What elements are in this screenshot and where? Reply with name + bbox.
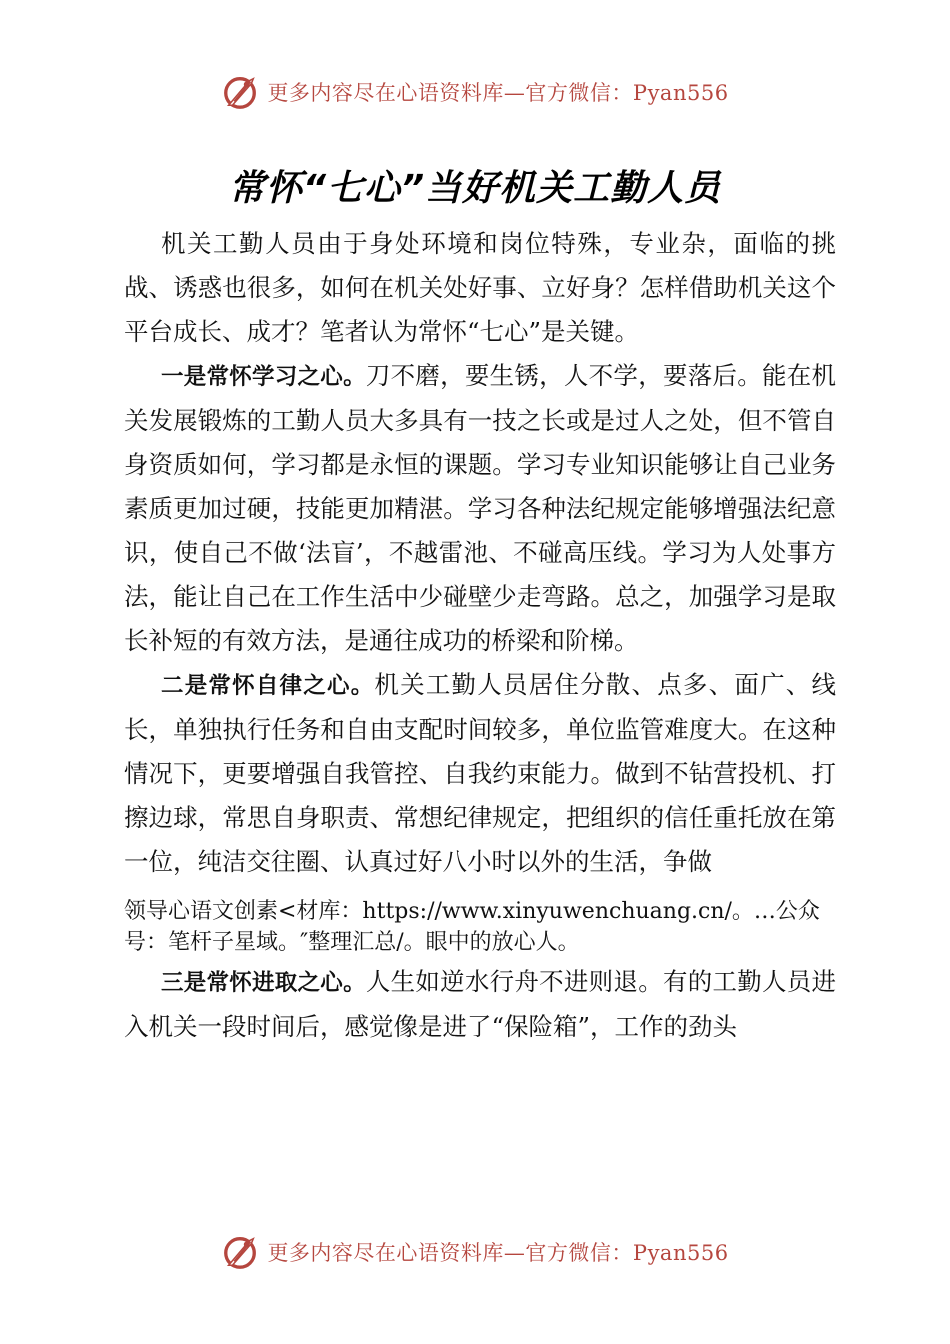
banner-text: 更多内容尽在心语资料库—官方微信：Pyan556 — [267, 81, 729, 105]
footer-banner — [0, 1232, 950, 1272]
section-lead-1: 一是常怀学习之心。 — [161, 364, 366, 390]
source-note: 领导心语文创素<材库：https://www.xinyuwenchuang.cn/。…公众号：笔杆子星域。″整理汇总/。眼中的放心人。 — [124, 899, 820, 955]
section-lead-2: 二是常怀自律之心。 — [161, 673, 375, 699]
intro-paragraph: 机关工勤人员由于身处环境和岗位特殊，专业杂，面临的挑战、诱惑也很多，如何在机关处好事、立好身？怎样借助机关这个平台成长、成才？笔者认为常怀“七心”是关键。 — [124, 229, 836, 346]
section-paragraph-3 — [124, 960, 836, 1049]
section-paragraph-2 — [124, 663, 836, 884]
header-banner — [0, 72, 950, 112]
document-body-continued — [124, 960, 836, 1049]
document-title: 常怀“七心”当好机关工勤人员 — [228, 168, 722, 209]
section-lead-3: 三是常怀进取之心。 — [161, 970, 366, 996]
quill-pen-circle-icon — [221, 73, 259, 111]
document-body — [124, 222, 836, 884]
section-paragraph-1 — [124, 354, 836, 663]
section-text-3: 人生如逆水行舟不进则退。有的工勤人员进入机关一段时间后，感觉像是进了“保险箱”，工作的劲头 — [124, 967, 836, 1041]
section-text-1: 刀不磨，要生锈，人不学，要落后。能在机关发展锻炼的工勤人员大多具有一技之长或是过人之处，但不管自身资质如何，学习都是永恒的课题。学习专业知识能够让自己业务素质更加过硬，技能更加精湛。学习各种法纪规定能够增强法纪意识，使自己不做‘法盲’，不越雷池、不碰高压线。学习为人处事方法，能让自己在工作生活中少碰壁少走弯路。总之，加强学习是取长补短的有效方法，是通往成功的桥梁和阶梯。 — [124, 361, 836, 655]
banner-text: 更多内容尽在心语资料库—官方微信：Pyan556 — [267, 1241, 729, 1265]
section-text-2: 机关工勤人员居住分散、点多、面广、线长，单独执行任务和自由支配时间较多，单位监管难度大。在这种情况下，更要增强自我管控、自我约束能力。做到不钻营投机、打擦边球，常思自身职责、常想纪律规定，把组织的信任重托放在第一位，纯洁交往圈、认真过好八小时以外的生活，争做 — [124, 670, 836, 876]
quill-pen-circle-icon — [221, 1233, 259, 1271]
